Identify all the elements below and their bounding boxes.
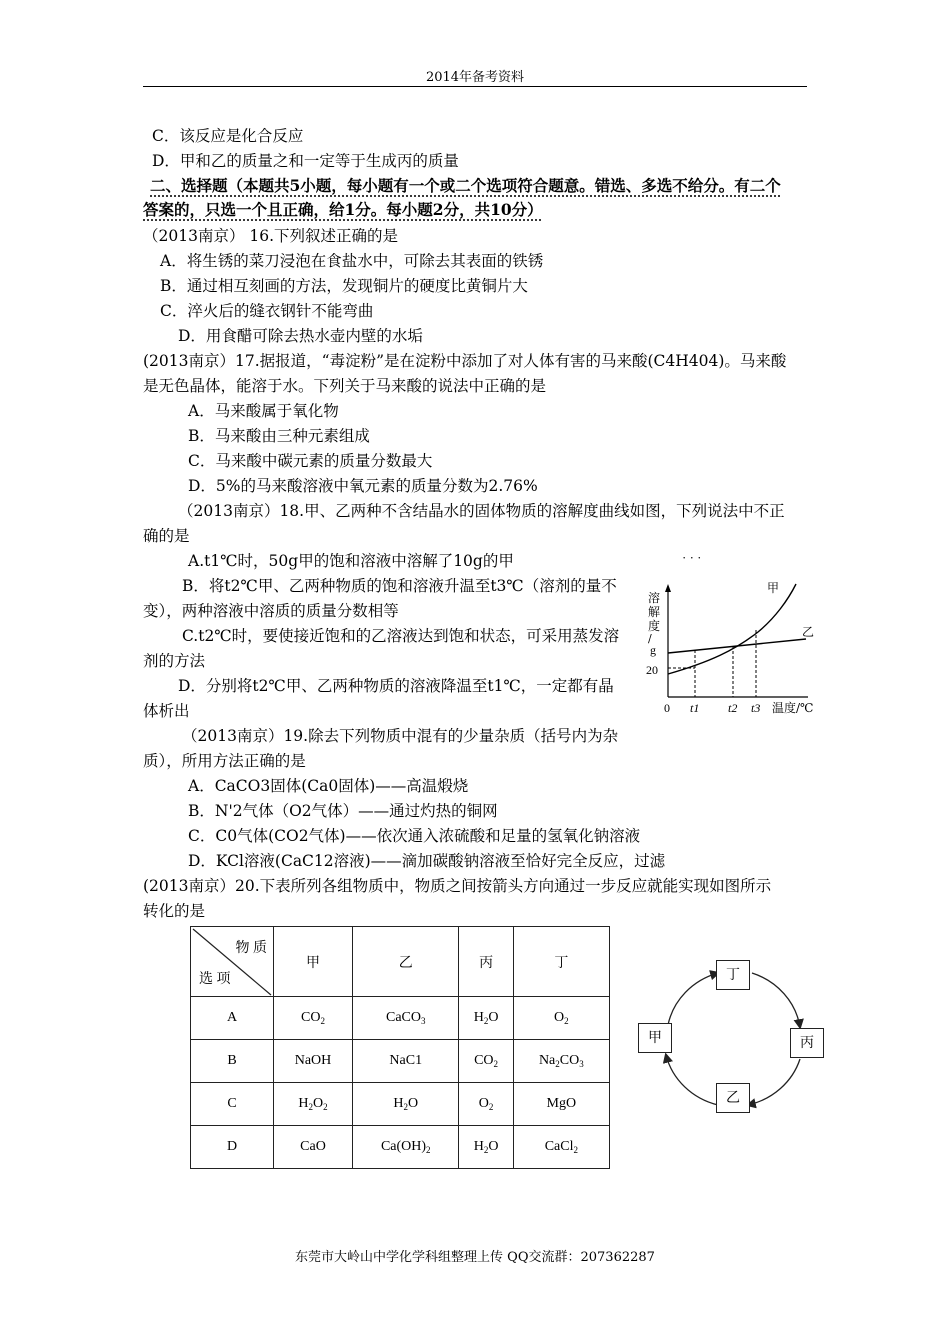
q17-option-a: A．马来酸属于氧化物	[188, 402, 339, 420]
q18-option-b-line1: B．将t2℃甲、乙两种物质的饱和溶液升温至t3℃（溶剂的量不	[182, 577, 617, 595]
prev-option-d: D．甲和乙的质量之和一定等于生成丙的质量	[152, 152, 459, 170]
row-label: C	[191, 1083, 274, 1126]
curve-yi	[668, 639, 806, 653]
table-corner-cell	[191, 927, 274, 997]
q17-stem-line1: (2013南京）17.据报道，“毒淀粉”是在淀粉中添加了对人体有害的马来酸(C4H404)。马来酸	[143, 352, 787, 370]
q18-stem-line2: 确的是	[143, 527, 190, 545]
q16-option-c: C．淬火后的缝衣钢针不能弯曲	[160, 302, 374, 320]
node-ding: 丁	[716, 960, 750, 990]
solubility-graph	[640, 550, 825, 720]
options-table	[190, 926, 610, 1169]
q18-option-a: A.t1℃时，50g甲的饱和溶液中溶解了10g的甲	[188, 552, 514, 570]
q18-option-d-line2: 体析出	[143, 702, 190, 720]
q16-option-a: A．将生锈的菜刀浸泡在食盐水中，可除去其表面的铁锈	[160, 252, 544, 270]
y-axis-label-1: 溶	[648, 591, 661, 605]
page-header: 2014年备考资料	[425, 70, 525, 85]
q18-option-b-line2: 变），两种溶液中溶质的质量分数相等	[143, 602, 399, 620]
table-cell: $O_2$	[513, 997, 609, 1040]
y-axis-label-2: 解	[648, 605, 661, 619]
q16-stem: （2013南京） 16.下列叙述正确的是	[143, 227, 399, 245]
q17-option-c: C．马来酸中碳元素的质量分数最大	[188, 452, 433, 470]
table-row	[191, 997, 610, 1040]
table-cell: $CO_2$	[274, 997, 353, 1040]
q19-stem-line1: （2013南京）19.除去下列物质中混有的少量杂质（括号内为杂	[182, 727, 619, 745]
table-cell: $Ca(OH)_2$	[353, 1126, 459, 1169]
col-header-bing: 丙	[459, 927, 513, 997]
table-cell: $H_2O$	[459, 997, 513, 1040]
col-header-jia: 甲	[274, 927, 353, 997]
table-cell: $Na_2CO_3$	[513, 1040, 609, 1083]
q18-option-c-line2: 剂的方法	[143, 652, 206, 670]
y-axis-label-4: /	[648, 632, 652, 645]
t1-label: t1	[690, 701, 700, 715]
t2-label: t2	[728, 701, 738, 715]
row-label: D	[191, 1126, 274, 1169]
table-row	[191, 1126, 610, 1169]
q20-stem-line2: 转化的是	[143, 902, 206, 920]
curve-jia-label: 甲	[767, 581, 780, 595]
corner-top-label: 物 质	[235, 941, 267, 956]
table-cell: $H_2O_2$	[274, 1083, 353, 1126]
y-tick-20: 20	[646, 663, 658, 677]
q17-option-d: D．5%的马来酸溶液中氧元素的质量分数为2.76%	[188, 477, 538, 495]
q19-option-a: A．CaCO3固体(Ca0固体)——高温煅烧	[188, 777, 469, 795]
y-axis-arrow	[665, 584, 671, 592]
table-cell: CaCl$_2$	[513, 1126, 609, 1169]
table-cell: NaOH	[274, 1040, 353, 1083]
q16-option-d: D．用食醋可除去热水壶内壁的水垢	[178, 327, 423, 345]
table-cell: MgO	[513, 1083, 609, 1126]
table-cell: $O_2$	[459, 1083, 513, 1126]
table-cell: CaO	[274, 1126, 353, 1169]
table-cell: $H_2O$	[459, 1126, 513, 1169]
q16-option-b: B．通过相互刻画的方法，发现铜片的硬度比黄铜片大	[160, 277, 528, 295]
node-bing: 丙	[790, 1028, 824, 1058]
q18-stem-line1: （2013南京）18.甲、乙两种不含结晶水的固体物质的溶解度曲线如图，下列说法中不正	[178, 502, 785, 520]
y-axis-label-3: 度	[648, 619, 661, 633]
section-heading-line1: 二、选择题（本题共5小题，每小题有一个或二个选项符合题意。错选、多选不给分。有二个	[150, 176, 781, 195]
curve-jia	[668, 584, 796, 674]
emphasis-dots: · · ·	[682, 550, 702, 565]
prev-option-c: C．该反应是化合反应	[152, 127, 304, 145]
q18-option-c-line1: C.t2℃时，要使接近饱和的乙溶液达到饱和状态，可采用蒸发溶	[182, 627, 620, 645]
q18-option-d-line1: D．分别将t2℃甲、乙两种物质的溶液降温至t1℃，一定都有晶	[178, 677, 614, 695]
table-cell: CaCO$_3$	[353, 997, 459, 1040]
q19-option-c: C．C0气体(CO2气体)——依次通入浓硫酸和足量的氢氧化钠溶液	[188, 827, 641, 845]
q19-option-b: B．N'2气体（O2气体）——通过灼热的铜网	[188, 802, 498, 820]
table-cell: NaC1	[353, 1040, 459, 1083]
q17-option-b: B．马来酸由三种元素组成	[188, 427, 370, 445]
col-header-yi: 乙	[353, 927, 459, 997]
q19-option-d: D．KCl溶液(CaC12溶液)——滴加碳酸钠溶液至恰好完全反应，过滤	[188, 852, 666, 870]
table-row	[191, 1083, 610, 1126]
table-cell: $H_2O$	[353, 1083, 459, 1126]
origin-label: 0	[664, 701, 670, 715]
table-cell: $CO_2$	[459, 1040, 513, 1083]
cycle-diagram	[630, 955, 830, 1125]
node-jia: 甲	[638, 1023, 672, 1053]
q19-stem-line2: 质），所用方法正确的是	[143, 752, 306, 770]
curve-yi-label: 乙	[802, 625, 815, 639]
corner-bottom-label: 选 项	[199, 972, 231, 987]
node-yi: 乙	[716, 1083, 750, 1113]
row-label: B	[191, 1040, 274, 1083]
t3-label: t3	[751, 701, 761, 715]
row-label: A	[191, 997, 274, 1040]
q20-stem-line1: (2013南京）20.下表所列各组物质中，物质之间按箭头方向通过一步反应就能实现如图所示	[143, 877, 772, 895]
page-footer: 东莞市大岭山中学化学科组整理上传 QQ交流群：207362287	[295, 1250, 655, 1265]
col-header-ding: 丁	[513, 927, 609, 997]
table-row	[191, 1040, 610, 1083]
y-axis-label-5: g	[650, 643, 656, 657]
section-heading-line2: 答案的，只选一个且正确，给1分。每小题2分，共10分）	[143, 200, 543, 219]
header-rule	[143, 86, 807, 87]
x-axis-label: 温度/℃	[772, 701, 814, 715]
q17-stem-line2: 是无色晶体，能溶于水。下列关于马来酸的说法中正确的是	[143, 377, 547, 395]
